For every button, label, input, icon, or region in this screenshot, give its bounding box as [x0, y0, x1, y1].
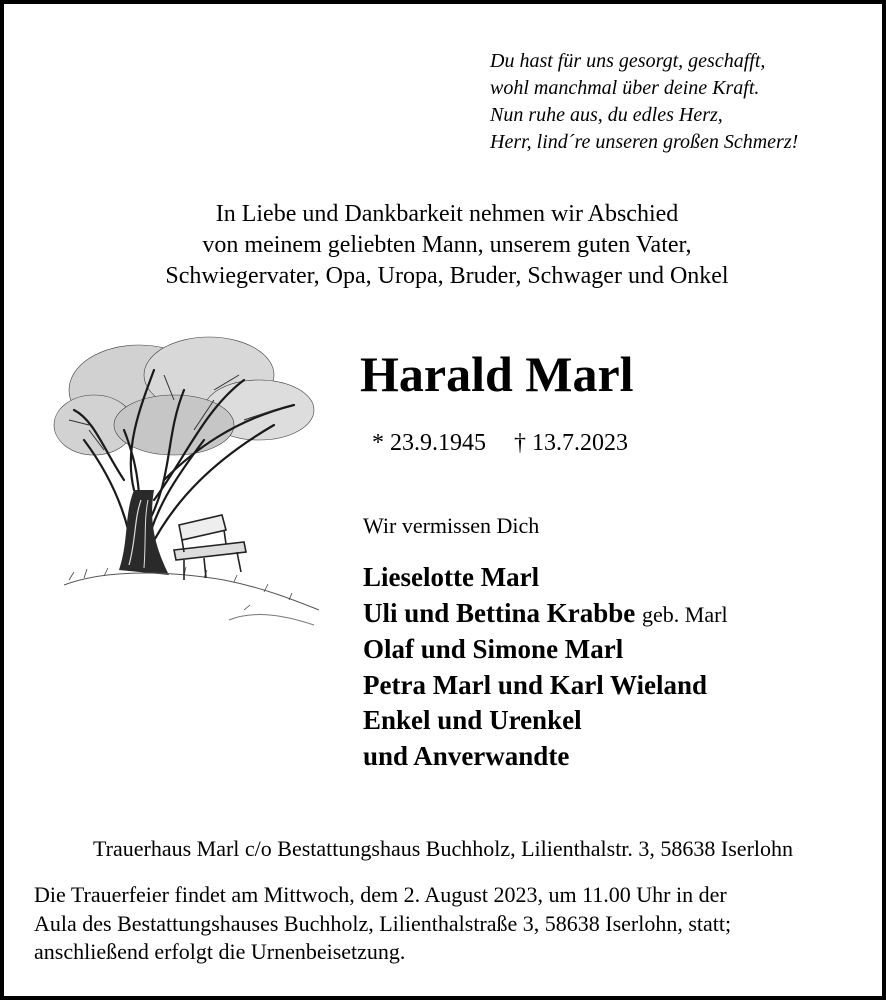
mourners-heading: Wir vermissen Dich: [363, 513, 540, 538]
service-line: anschließend erfolgt die Urnenbeisetzung.: [34, 939, 406, 964]
tree-with-bench-illustration-icon: [44, 330, 329, 635]
mourner-note: geb. Marl: [642, 601, 728, 627]
birth-date: * 23.9.1945: [372, 430, 486, 456]
funeral-service-info: [34, 881, 860, 967]
mourner-name: Lieselotte Marl: [363, 562, 540, 592]
mourner-row: [363, 739, 728, 775]
intro-line: In Liebe und Dankbarkeit nehmen wir Abschied: [215, 201, 679, 227]
poem-line: wohl manchmal über deine Kraft.: [490, 77, 760, 99]
mourners-list: [363, 560, 728, 774]
poem-line: Nun ruhe aus, du edles Herz,: [490, 104, 723, 126]
service-line: Die Trauerfeier findet am Mittwoch, dem 2. August 2023, um 11.00 Uhr in der: [34, 882, 727, 907]
farewell-intro: [4, 199, 886, 292]
mourner-name: Enkel und Urenkel: [363, 705, 582, 735]
intro-line: von meinem geliebten Mann, unserem guten Vater,: [202, 232, 692, 258]
life-dates: [372, 428, 628, 458]
mourner-name: Uli und Bettina Krabbe: [363, 597, 636, 628]
death-date: † 13.7.2023: [514, 430, 628, 456]
poem-line: Du hast für uns gesorgt, geschafft,: [490, 50, 766, 72]
mourner-row: [363, 560, 728, 596]
memorial-poem: [490, 48, 798, 156]
mourner-name: Petra Marl und Karl Wieland: [363, 669, 707, 700]
mourner-name: Olaf und Simone Marl: [363, 634, 624, 664]
mourning-house-address: Trauerhaus Marl c/o Bestattungshaus Buchholz, Lilienthalstr. 3, 58638 Iserlohn: [92, 836, 794, 861]
mourner-row: [363, 668, 728, 704]
intro-line: Schwiegervater, Opa, Uropa, Bruder, Schwager und Onkel: [165, 263, 729, 289]
service-line: Aula des Bestattungshauses Buchholz, Lilienthalstraße 3, 58638 Iserlohn, statt;: [34, 910, 732, 936]
mourner-name: und Anverwandte: [363, 740, 570, 771]
mourner-row: [363, 596, 728, 633]
mourner-row: [363, 703, 728, 739]
deceased-name: Harald Marl: [360, 346, 634, 402]
poem-line: Herr, lind´re unseren großen Schmerz!: [490, 131, 799, 153]
mourner-row: [363, 632, 728, 668]
